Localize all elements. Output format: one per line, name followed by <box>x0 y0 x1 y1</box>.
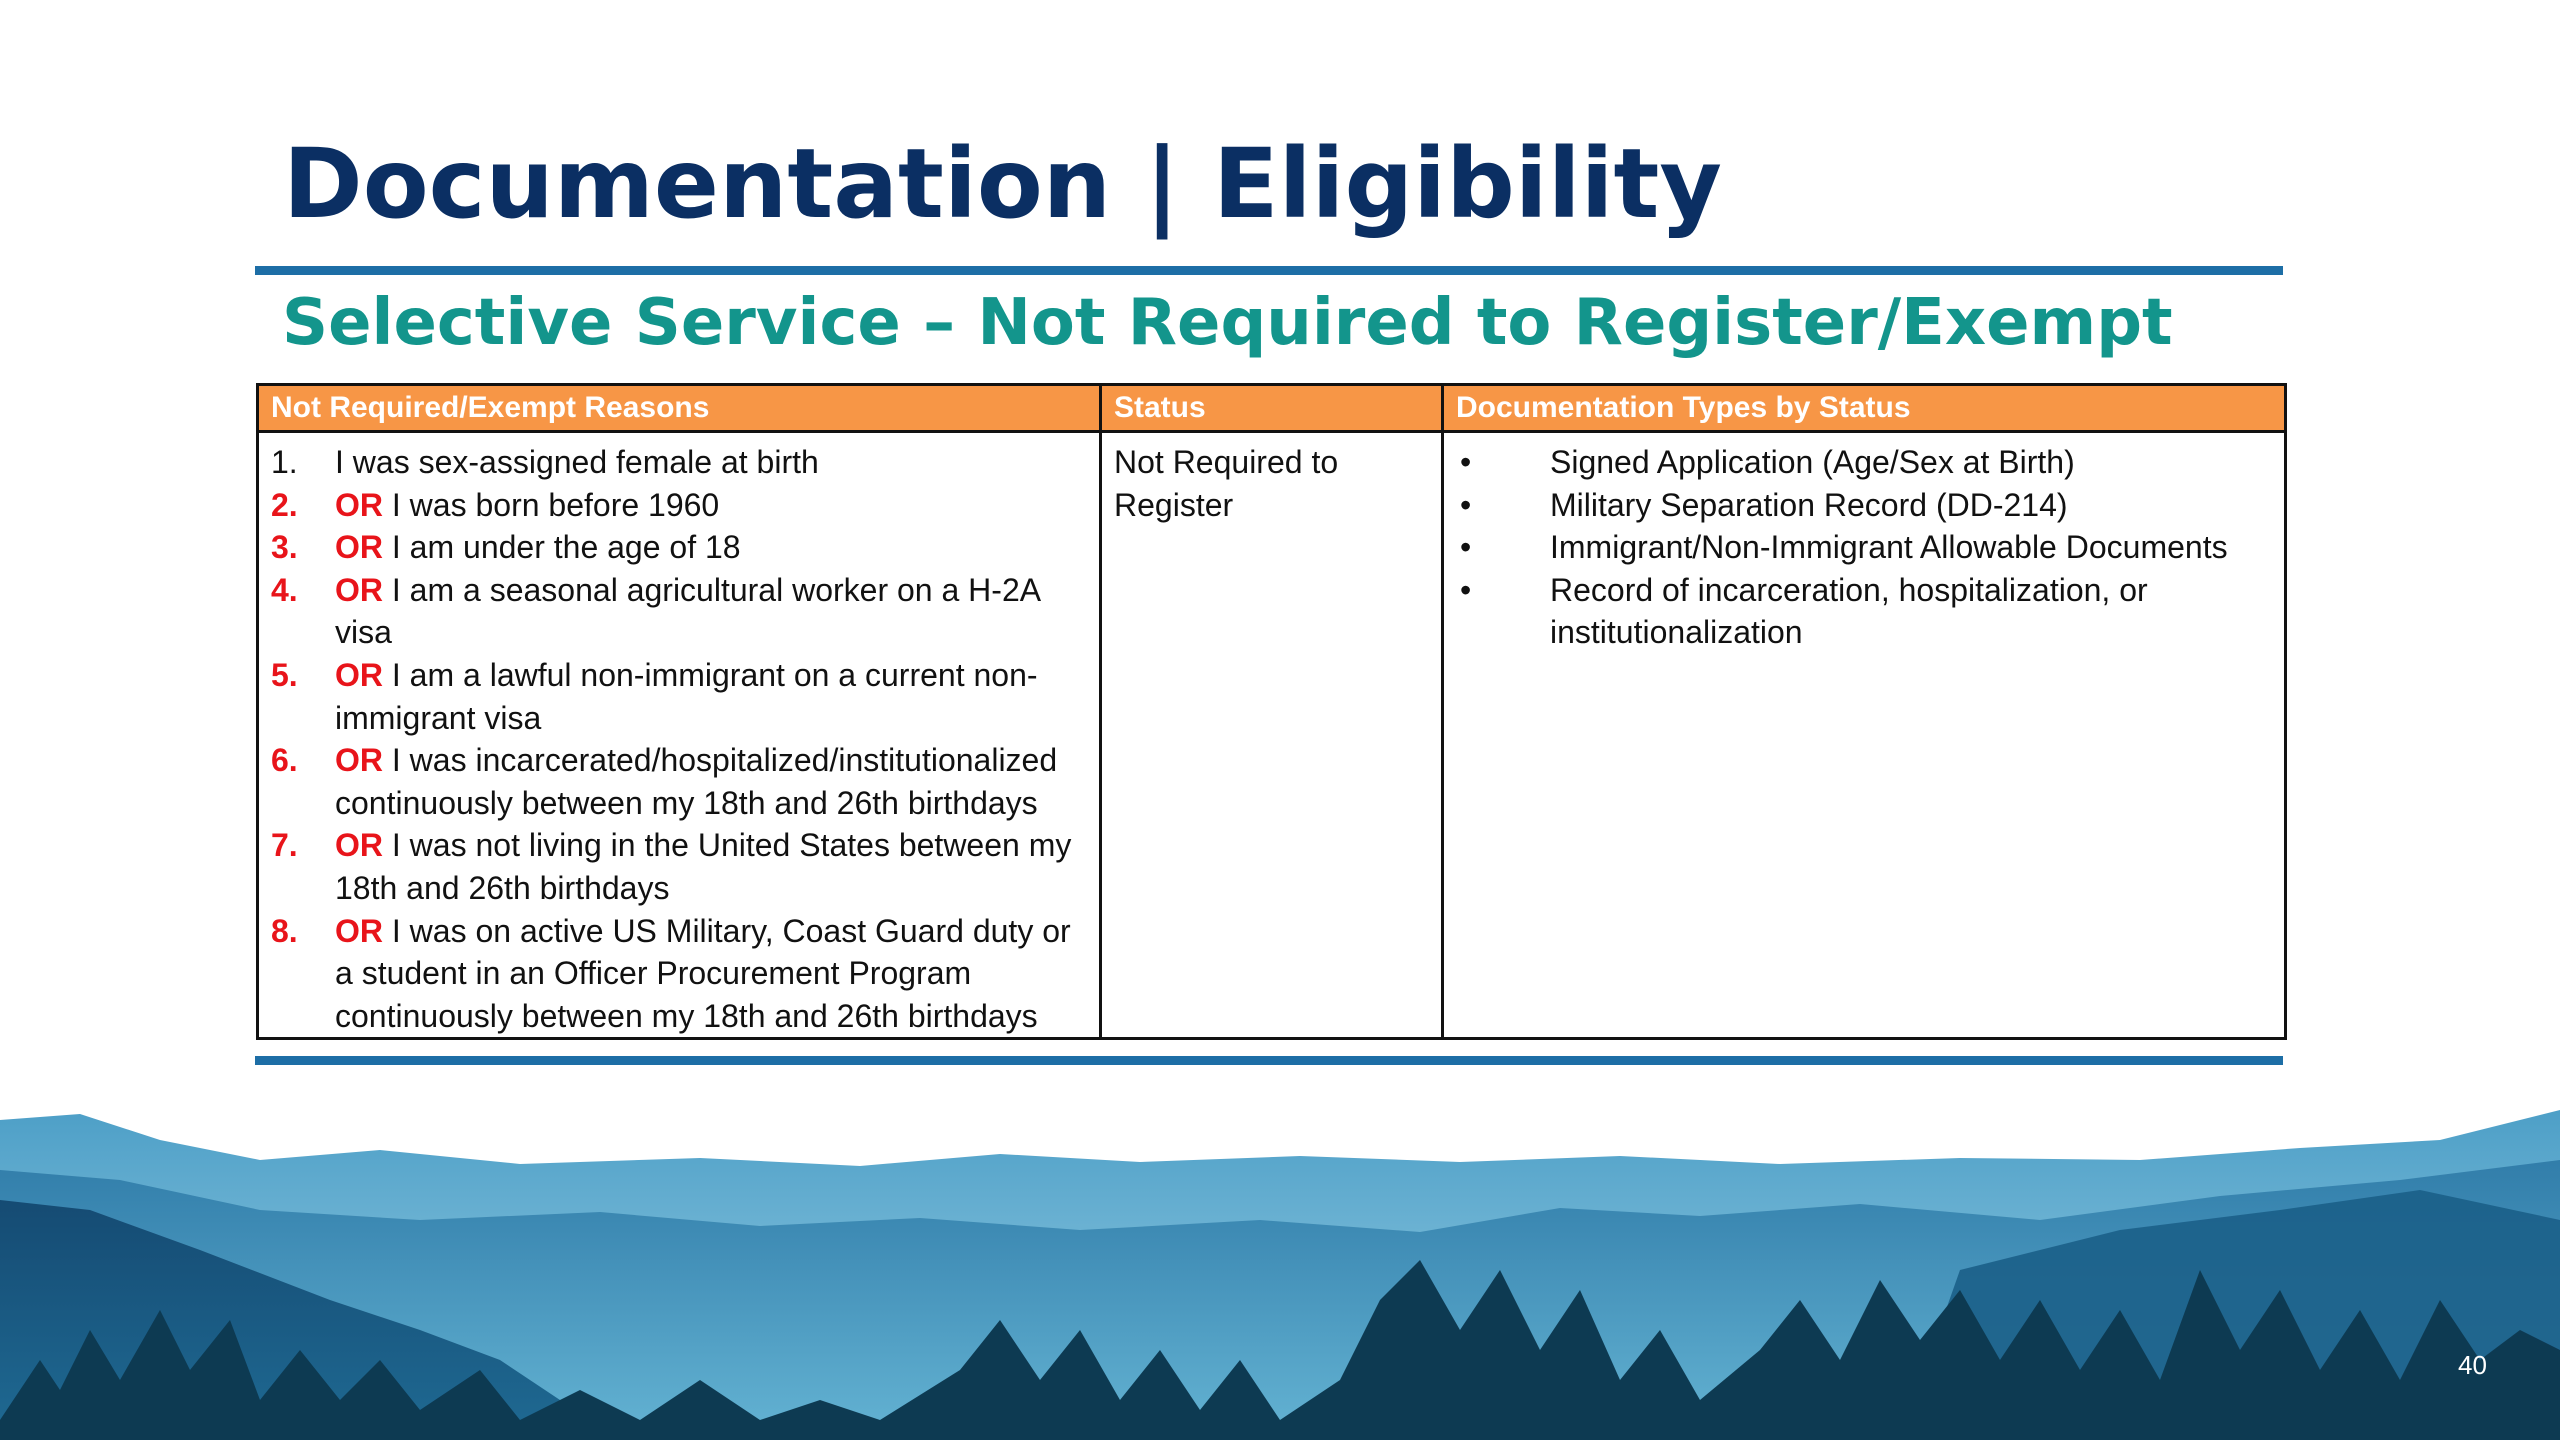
documentation-item <box>1456 526 2272 569</box>
reason-text <box>335 484 719 527</box>
reason-label: I was sex-assigned female at birth <box>335 444 819 480</box>
reason-item <box>271 824 1087 909</box>
header-reasons: Not Required/Exempt Reasons <box>258 385 1101 432</box>
slide-subtitle: Selective Service – Not Required to Register/Exempt <box>282 286 2173 360</box>
reason-label: I was incarcerated/hospitalized/institutionalized continuously between my 18th and 26th birthdays <box>335 742 1058 821</box>
bullet-icon: • <box>1460 571 1472 608</box>
or-keyword: OR <box>335 912 383 949</box>
reason-number: 4. <box>271 571 298 608</box>
reason-number: 6. <box>271 742 298 779</box>
exemption-table <box>256 383 2287 1040</box>
or-keyword: OR <box>335 571 383 608</box>
top-divider <box>255 266 2283 275</box>
mountain-forest-image <box>0 1100 2560 1440</box>
or-keyword: OR <box>335 656 383 693</box>
documentation-text: Signed Application (Age/Sex at Birth) <box>1550 444 2075 480</box>
reason-number: 2. <box>271 486 298 523</box>
bullet-icon: • <box>1460 486 1472 523</box>
reason-item <box>271 654 1087 739</box>
reason-item <box>271 484 1087 527</box>
reason-item <box>271 526 1087 569</box>
table-header-row <box>258 385 2286 432</box>
or-keyword: OR <box>335 742 383 779</box>
or-keyword: OR <box>335 529 383 566</box>
reason-item <box>271 441 1087 484</box>
reason-text <box>335 739 1087 824</box>
slide-title: Documentation | Eligibility <box>283 128 1722 240</box>
reason-text <box>335 569 1087 654</box>
documentation-cell <box>1443 432 2286 1039</box>
page-number: 40 <box>2458 1350 2487 1380</box>
reason-label: I am under the age of 18 <box>391 529 741 566</box>
documentation-text: Record of incarceration, hospitalization, or institutionalization <box>1550 571 2148 651</box>
reason-text <box>335 910 1087 1038</box>
documentation-item <box>1456 441 2272 484</box>
reasons-list <box>271 441 1087 1037</box>
documentation-item <box>1456 569 2272 654</box>
documentation-item <box>1456 484 2272 527</box>
reason-number: 7. <box>271 827 298 864</box>
bullet-icon: • <box>1460 529 1472 566</box>
reason-number: 1. <box>271 444 298 480</box>
reason-label: I was born before 1960 <box>391 486 720 523</box>
reason-item <box>271 739 1087 824</box>
bullet-icon: • <box>1460 444 1472 480</box>
or-keyword: OR <box>335 827 383 864</box>
reason-number: 8. <box>271 912 298 949</box>
reason-number: 5. <box>271 656 298 693</box>
reason-text <box>335 654 1087 739</box>
bottom-divider <box>255 1056 2283 1065</box>
status-cell: Not Required to Register <box>1101 432 1443 1039</box>
reason-item <box>271 910 1087 1038</box>
reason-text <box>335 526 741 569</box>
reason-text <box>335 441 819 484</box>
documentation-text: Immigrant/Non-Immigrant Allowable Documents <box>1550 529 2228 566</box>
or-keyword: OR <box>335 486 383 523</box>
reason-item <box>271 569 1087 654</box>
reason-text <box>335 824 1087 909</box>
reason-label: I was on active US Military, Coast Guard duty or a student in an Officer Procurement Program continuously between my 18th and 26th birthdays <box>335 912 1071 1034</box>
documentation-list <box>1456 441 2272 654</box>
reasons-cell <box>258 432 1101 1039</box>
reason-label: I was not living in the United States between my 18th and 26th birthdays <box>335 827 1072 906</box>
documentation-text: Military Separation Record (DD-214) <box>1550 486 2068 523</box>
reason-number: 3. <box>271 529 298 566</box>
reason-label: I am a seasonal agricultural worker on a H-2A visa <box>335 571 1040 651</box>
header-status: Status <box>1101 385 1443 432</box>
reason-label: I am a lawful non-immigrant on a current non-immigrant visa <box>335 656 1038 736</box>
header-documentation: Documentation Types by Status <box>1443 385 2286 432</box>
table-row <box>258 432 2286 1039</box>
